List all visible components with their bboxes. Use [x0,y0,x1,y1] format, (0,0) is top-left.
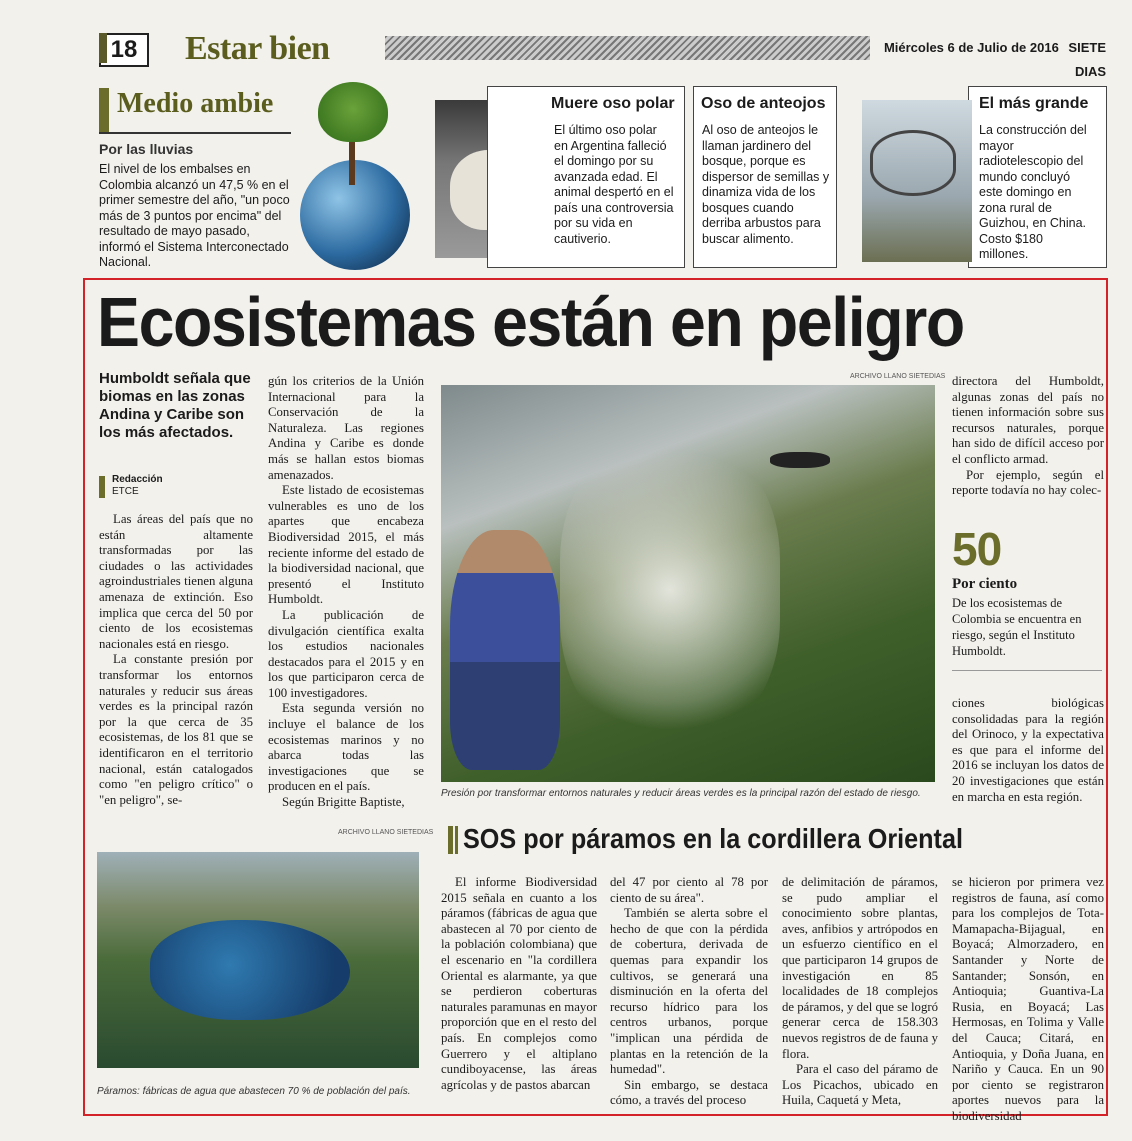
teaser-spectacled-bear [693,86,837,268]
teaser-title: Oso de anteojos [701,95,826,112]
photo-smoke [560,440,780,740]
teaser-body: La construcción del mayor radiotelescopio del mundo concluyó este domingo en zona rural de Guizhou, en China. Costo $180 millones. [979,123,1087,261]
teaser-body: Al oso de anteojos le llaman jardinero del bosque, porque es dispersor de semillas y dinamiza vida de los bosques cuando derriba arbustos para buscar alimento. [702,123,830,246]
sos-column-2 [610,875,768,1109]
paragraph: También se alerta sobre el hecho de que con la pérdida de cobertura, derivada de quemas para expandir los cultivos, se generará una disminución en la oferta del recurso hídrico para los centros urbanos, porque "implican una pérdida de plantas en la retención de la humedad". [610,906,768,1077]
sos-headline: SOS por páramos en la cordillera Oriental [463,823,963,854]
teaser-title: Muere oso polar [551,95,675,112]
paragraph: Según Brigitte Baptiste, [282,795,405,810]
article-column-1 [99,512,253,808]
paragraph: La constante presión por transformar los entornos naturales y reducir sus áreas verdes es la principal razón por la que cerca de 35 ecosistemas, de los 81 que se identificaron en el territorio nacional, están catalogados como "en peligro crítico" o "en peligro", se- [99,652,253,807]
article-column-3-bottom [952,696,1104,805]
medio-ambiente-body: El nivel de los embalses en Colombia alcanzó un 47,5 % en el primer semestre del año, "un poco más de 3 puntos por encima" del resultado de mayo pasado, informó el Sistema Interconectado Nacional. [99,162,290,269]
byline-name: ETCE [112,486,139,497]
paramo-lake [150,920,350,1020]
paragraph: de delimitación de páramos, se pudo ampliar el conocimiento sobre plantas, aves, anfibios y artrópodos en un esfuerzo científico en el que participaron 14 grupos de investigación en 85 localidades de 18 complejos de páramos, y del que se logró generar cerca de 158.303 nuevos registros de de fauna y flora. [782,875,939,1061]
paragraph: del 47 por ciento al 78 por ciento de su área". [610,875,768,905]
sos-column-3 [782,875,938,1109]
byline-accent [99,476,105,498]
tree-image [318,82,388,142]
paragraph: Para el caso del páramo de Los Picachos, ubicado en Huila, Caquetá y Meta, [782,1062,938,1108]
sos-column-4 [952,875,1104,1125]
photo-credit: ARCHIVO LLANO SIETEDIAS [850,373,946,380]
paragraph: Las áreas del país que no están altamente transformadas por las ciudades o las actividades agroindustriales tienen alguna amenaza de extinción. Eso implica que cerca del 50 por ciento de los ecosistemas nacionales está en riesgo. [99,512,253,651]
paragraph: Esta segunda versión no incluye el balance de los ecosistemas marinos y no abarca todas las investigaciones que se producen en el país. [268,701,424,794]
paragraph: Por ejemplo, según el reporte todavía no hay colec- [952,467,1104,498]
paragraph: Sin embargo, se destaca cómo, a través del proceso [610,1077,768,1108]
article-deck: Humboldt señala que biomas en las zonas Andina y Caribe son los más afectados. [99,370,251,441]
paragraph: se hicieron por primera vez registros de fauna, así como para los complejos de Tota-Mamapacha-Bijagual, en Boyacá; Almorzadero, en Santander y Norte de Santander; Sonsón, en Antioquia; Guantiva-La Rusia, en Boyacá; Las Hermosas, en Tolima y Valle del Cauca; Citará, en Antioquia, y Doña Juana, en Nariño y Cauca. En un 90 por ciento se registraron aportes nuevos para la biodiversidad [952,875,1104,1123]
paramo-photo-caption: Páramos: fábricas de agua que abastecen 70 % de población del país. [97,1086,411,1097]
paragraph: ciones biológicas consolidadas para la región del Orinoco, y la expectativa es que para el informe del 2016 se incluyan los datos de 20 investigaciones que están en marcha en esta región. [952,696,1104,804]
article-headline: Ecosistemas están en peligro [97,283,964,361]
sos-accent [448,826,453,854]
medio-ambiente-title: Medio ambie [117,88,274,119]
photo-caption: Presión por transformar entornos naturales y reducir áreas verdes es la principal razón del estado de riesgo. [441,788,921,799]
paragraph: Este listado de ecosistemas vulnerables es uno de los apartes que encabeza Biodiversidad 2015, el más reciente informe del estado de la biodiversidad nacional, que presentó el Instituto Humboldt. [268,483,424,607]
page-number: 18 [99,33,149,67]
teaser-polar-bear [487,86,685,268]
section-title: Estar bien [185,30,330,67]
stat-rule [952,670,1102,671]
paragraph: gún los criterios de la Unión Internacional para la Conservación de la Naturaleza. Las regiones Andina y Caribe es donde más se hallan estos biomas amenazados. [268,374,424,482]
medio-ambiente-subhead: Por las lluvias [99,141,194,157]
sos-accent-thin [455,826,458,854]
globe-image [300,160,410,270]
issue-date: Miércoles 6 de Julio de 2016 [883,40,1059,55]
photo-helicopter [770,452,830,468]
stat-label: Por ciento [952,576,1018,592]
sos-column-1 [441,875,597,1093]
byline-role: Redacción [112,474,163,485]
article-column-3-top [952,374,1104,499]
medio-ambiente-accent [99,88,109,132]
teaser-radio-telescope [968,86,1107,268]
stat-number: 50 [952,523,1002,575]
masthead-date-block [870,36,1110,79]
paper-logo: SIETE DIAS [1068,40,1106,79]
radio-telescope-dish [870,130,956,196]
paragraph: La publicación de divulgación científica exalta los estudios nacionales destacados para el 2015 y en los que participaron cerca de 100 investigadores. [268,607,424,700]
lake-photo-credit: ARCHIVO LLANO SIETEDIAS [338,829,434,836]
medio-ambiente-rule [99,132,291,134]
page-number-accent [99,33,107,63]
article-column-2 [268,374,424,811]
photo-boy [450,530,560,770]
paragraph: El informe Biodiversidad 2015 señala en cuanto a los páramos (fábricas de agua que abastecen al 70 por ciento de la población colombiana) que el escenario en "la cordillera Oriental es alarmante, ya que se perdieron coberturas naturales paramunas en mayor proporción que en el resto del país. En complejos como Guerrero y el altiplano cundiboyacense, las áreas agrícolas y de pastos abarcan [441,875,597,1092]
paragraph: directora del Humboldt, algunas zonas del país no tienen información sobre sus recursos naturales, porque han sido de difícil acceso por el conflicto armad. [952,374,1104,466]
teaser-title: El más grande [979,95,1089,112]
stat-text: De los ecosistemas de Colombia se encuentra en riesgo, según el Instituto Humboldt. [952,596,1082,658]
teaser-body: El último oso polar en Argentina falleció el domingo por su avanzada edad. El animal despertó en el país una controversia por su vida en cautiverio. [554,123,674,246]
